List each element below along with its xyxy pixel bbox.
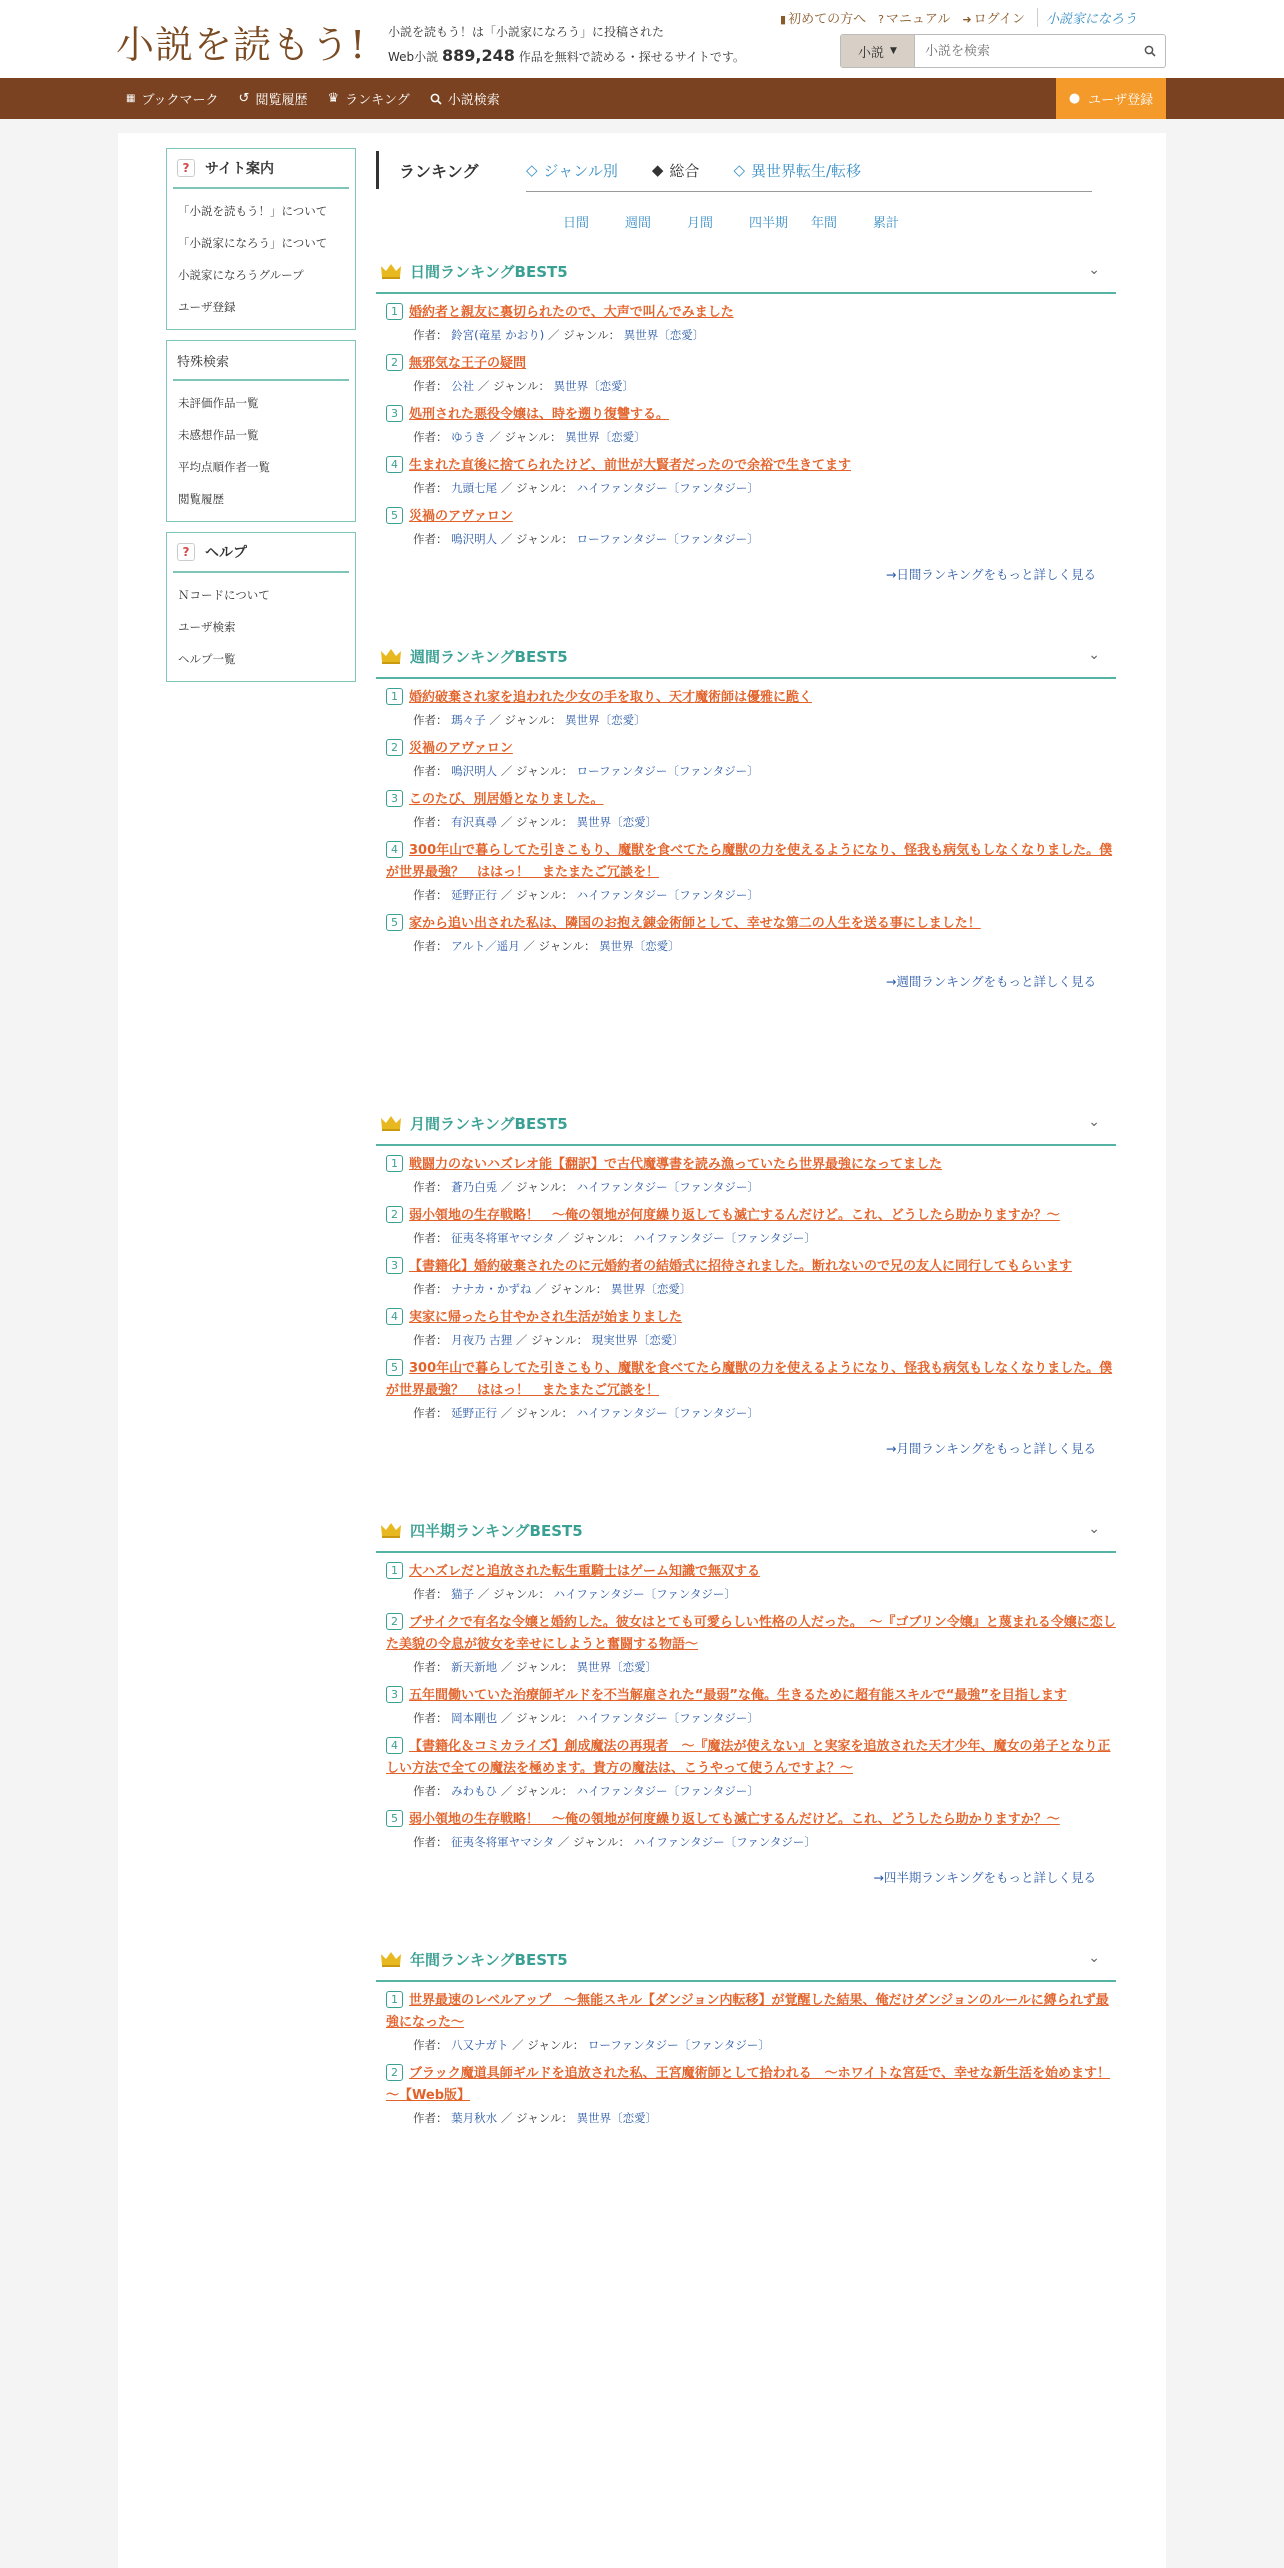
author-label: 作者： [413, 2111, 448, 2125]
rank-number: 3 [386, 405, 403, 422]
genre-link[interactable]: ハイファンタジー〔ファンタジー〕 [576, 481, 759, 495]
genre-link[interactable]: ローファンタジー〔ファンタジー〕 [587, 2038, 770, 2052]
novel-title-link[interactable]: このたび、別居婚となりました。 [409, 792, 604, 807]
rank-number: 3 [386, 790, 403, 807]
ranking-entry [376, 1553, 1116, 1604]
author-label: 作者： [413, 532, 448, 546]
genre-link[interactable]: 異世界〔恋愛〕 [565, 713, 646, 727]
author-link[interactable]: ゆうき [451, 430, 486, 444]
author-label: 作者： [413, 1660, 448, 1674]
author-link[interactable]: 岡本剛也 [451, 1711, 498, 1725]
genre-label: ／ ジャンル： [489, 713, 562, 727]
rank-number: 4 [386, 456, 403, 473]
sidebar-item-about-narou[interactable]: 「小説家になろう」について [178, 236, 328, 250]
novel-title-link[interactable]: 実家に帰ったら甘やかされ生活が始まりました [409, 1310, 683, 1325]
author-label: 作者： [413, 1231, 448, 1245]
author-link[interactable]: 蒼乃白兎 [451, 1180, 498, 1194]
entry-meta [386, 427, 1116, 447]
ranking-entry [376, 294, 1116, 345]
rank-number: 5 [386, 914, 403, 931]
rank-number: 1 [386, 303, 403, 320]
section-title: 日間ランキングBEST5 [410, 262, 568, 281]
author-link[interactable]: 征夷冬将軍ヤマシタ [451, 1835, 555, 1849]
entry-meta [386, 1584, 1116, 1604]
genre-link[interactable]: 異世界〔恋愛〕 [623, 328, 705, 342]
narou-logo[interactable]: 小説家になろう [1037, 8, 1137, 27]
count-suffix: 作品を無料で読める・探せるサイトです。 [518, 50, 745, 64]
genre-label: ／ ジャンル： [500, 815, 573, 829]
author-label: 作者： [413, 1406, 448, 1420]
ranking-section [376, 1102, 1116, 1457]
ranking-entry [376, 832, 1116, 905]
sidebar-item-average-authors[interactable]: 平均点順作者一覧 [178, 460, 270, 474]
sidebar-item-about-yomou[interactable]: 「小説を読もう！」について [178, 204, 328, 218]
author-link[interactable]: 鳴沢明人 [451, 764, 498, 778]
genre-link[interactable]: ハイファンタジー〔ファンタジー〕 [553, 1587, 736, 1601]
author-link[interactable]: 八又ナガト [451, 2038, 509, 2052]
author-label: 作者： [413, 1333, 448, 1347]
tab-genre[interactable]: ◇ ジャンル別 [526, 161, 618, 180]
novel-title-link[interactable]: 弱小領地の生存戦略！ ～俺の領地が何度繰り返しても滅亡するんだけど。これ、どうしたら助かりますか？～ [409, 1208, 1060, 1223]
author-label: 作者： [413, 481, 448, 495]
author-label: 作者： [413, 1784, 448, 1798]
ranking-sections [376, 250, 1116, 2128]
rank-number: 1 [386, 688, 403, 705]
sidebar-item-ncode[interactable]: Ｎコードについて [178, 588, 270, 602]
register-button[interactable]: ● ユーザ登録 [1056, 78, 1166, 119]
entry-meta [386, 1228, 1116, 1248]
site-guide-title: ? サイト案内 [173, 149, 349, 189]
genre-label: ／ ジャンル： [500, 481, 573, 495]
genre-label: ／ ジャンル： [547, 328, 621, 342]
ranking-entry [376, 730, 1116, 781]
site-tagline: 小説を読もう！は「小説家になろう」に投稿された [388, 25, 665, 39]
ranking-entry [376, 781, 1116, 832]
genre-link[interactable]: ハイファンタジー〔ファンタジー〕 [576, 1711, 759, 1725]
rank-number: 2 [386, 1206, 403, 1223]
novel-title-link[interactable]: 五年間働いていた治療師ギルドを不当解雇された“最弱”な俺。生きるために超有能スキルで“最強”を目指します [409, 1688, 1067, 1703]
novel-title-link[interactable]: 【書籍化＆コミカライズ】創成魔法の再現者 ～『魔法が使えない』と実家を追放された天才少年、魔女の弟子となり正しい方法で全ての魔法を極めます。貴方の魔法は、こうやって使うんですよ？～ [386, 1739, 1111, 1776]
entry-meta [386, 885, 1116, 905]
genre-label: ／ ジャンル： [500, 1660, 573, 1674]
genre-label: ／ ジャンル： [500, 1180, 573, 1194]
more-ranking-link[interactable]: →週間ランキングをもっと詳しく見る [885, 974, 1096, 989]
sidebar-item-unrated[interactable]: 未評価作品一覧 [178, 396, 259, 410]
ranking-entry [376, 1801, 1116, 1852]
author-link[interactable]: 征夷冬将軍ヤマシタ [451, 1231, 555, 1245]
genre-link[interactable]: 異世界〔恋愛〕 [599, 939, 680, 953]
author-label: 作者： [413, 1835, 448, 1849]
help-icon: ? [177, 543, 195, 561]
author-link[interactable]: 瑪々子 [451, 713, 486, 727]
chevron-down-icon[interactable]: ⌄ [1088, 1950, 1100, 1966]
period-cumulative[interactable]: 累計 [873, 215, 900, 231]
genre-label: ／ ジャンル： [535, 1282, 608, 1296]
chevron-down-icon[interactable]: ⌄ [1088, 262, 1100, 278]
entry-meta [386, 1832, 1116, 1852]
work-count-line [388, 46, 745, 65]
author-link[interactable]: 有沢真尋 [451, 815, 498, 829]
genre-link[interactable]: ローファンタジー〔ファンタジー〕 [576, 532, 759, 546]
author-link[interactable]: 公社 [451, 379, 475, 393]
crown-icon: ♛ [327, 91, 340, 106]
special-search-box [166, 340, 356, 522]
novel-title-link[interactable]: 家から追い出された私は、隣国のお抱え錬金術師として、幸せな第二の人生を送る事にしました！ [409, 916, 981, 931]
entry-meta [386, 2035, 1116, 2055]
author-label: 作者： [413, 1711, 448, 1725]
entry-meta [386, 710, 1116, 730]
ranking-entry [376, 1982, 1116, 2055]
rank-number: 5 [386, 1359, 403, 1376]
author-link[interactable]: 猫子 [451, 1587, 475, 1601]
site-header [0, 0, 1284, 78]
crown-icon [380, 1950, 402, 1968]
genre-link[interactable]: 異世界〔恋愛〕 [576, 815, 658, 829]
entry-meta [386, 812, 1116, 832]
beginners-link[interactable]: ▮ 初めての方へ [780, 12, 867, 27]
chevron-down-icon[interactable]: ⌄ [1088, 647, 1100, 663]
genre-label: ／ ジャンル： [500, 1784, 573, 1798]
author-label: 作者： [413, 2038, 448, 2052]
author-link[interactable]: 新天新地 [451, 1660, 498, 1674]
entry-meta [386, 478, 1116, 498]
nav-bookmark[interactable]: ▦ ブックマーク [126, 93, 219, 108]
chevron-down-icon[interactable]: ⌄ [1088, 1521, 1100, 1537]
ranking-entry [376, 447, 1116, 498]
ranking-entry [376, 396, 1116, 447]
genre-link[interactable]: ハイファンタジー〔ファンタジー〕 [576, 888, 759, 902]
genre-label: ／ ジャンル： [500, 2111, 573, 2125]
genre-label: ／ ジャンル： [523, 939, 596, 953]
genre-label: ／ ジャンル： [500, 764, 573, 778]
author-label: 作者： [413, 1282, 448, 1296]
ranking-entry [376, 1197, 1116, 1248]
user-icon: ● [1068, 91, 1081, 106]
entry-meta [386, 1330, 1116, 1350]
ranking-section [376, 1938, 1116, 2128]
section-header[interactable] [376, 635, 1116, 679]
genre-link[interactable]: 異世界〔恋愛〕 [553, 379, 635, 393]
author-link[interactable]: 延野正行 [451, 1406, 498, 1420]
section-title: 年間ランキングBEST5 [410, 1950, 568, 1969]
rank-number: 1 [386, 1991, 403, 2008]
search-icon [1144, 45, 1156, 57]
ranking-tabs [376, 148, 1116, 192]
novel-title-link[interactable]: ブサイクで有名な令嬢と婚約した。彼女はとても可愛らしい性格の人だった。 ～『ゴブリン令嬢』と蔑まれる令嬢に恋した美貌の令息が彼女を幸せにしようと奮闘する物語～ [386, 1615, 1116, 1652]
genre-label: ／ ジャンル： [500, 888, 573, 902]
section-header[interactable] [376, 1509, 1116, 1553]
author-label: 作者： [413, 430, 448, 444]
entry-meta [386, 1403, 1116, 1423]
login-icon: ➜ [962, 13, 972, 26]
section-title: 週間ランキングBEST5 [410, 647, 568, 666]
history-icon: ↺ [238, 91, 250, 106]
search-input[interactable] [915, 35, 1135, 67]
genre-link[interactable]: ハイファンタジー〔ファンタジー〕 [633, 1835, 816, 1849]
header-links [780, 8, 1137, 27]
author-label: 作者： [413, 713, 448, 727]
genre-label: ／ ジャンル： [477, 379, 550, 393]
genre-link[interactable]: ローファンタジー〔ファンタジー〕 [576, 764, 759, 778]
ranking-entry [376, 1677, 1116, 1728]
author-label: 作者： [413, 379, 448, 393]
period-quarterly[interactable]: 四半期 [749, 215, 789, 231]
help-title: ? ヘルプ [173, 533, 349, 573]
ranking-entry [376, 498, 1116, 549]
ranking-entry [376, 1728, 1116, 1801]
section-header[interactable] [376, 1102, 1116, 1146]
bookmark-icon: ▦ [126, 93, 136, 104]
page-title: ランキング [376, 151, 526, 189]
genre-label: ／ ジャンル： [477, 1587, 550, 1601]
rank-number: 1 [386, 1562, 403, 1579]
sidebar [166, 148, 356, 692]
entry-meta [386, 325, 1116, 345]
genre-label: ／ ジャンル： [512, 2038, 585, 2052]
period-weekly[interactable]: 週間 [625, 215, 652, 231]
genre-label: ／ ジャンル： [515, 1333, 589, 1347]
author-link[interactable]: 九頭七尾 [451, 481, 498, 495]
author-label: 作者： [413, 815, 448, 829]
more-ranking-link[interactable]: →日間ランキングをもっと詳しく見る [885, 567, 1096, 582]
content-wrapper [118, 133, 1166, 2568]
site-logo[interactable]: 小説を読もう! [116, 23, 367, 67]
site-guide-box [166, 148, 356, 330]
rank-number: 5 [386, 1810, 403, 1827]
ranking-entry [376, 1248, 1116, 1299]
section-header[interactable] [376, 1938, 1116, 1982]
novel-title-link[interactable]: 災禍のアヴァロン [409, 741, 513, 756]
nav-ranking[interactable]: ♛ ランキング [327, 91, 410, 108]
genre-label: ／ ジャンル： [557, 1835, 630, 1849]
author-link[interactable]: 延野正行 [451, 888, 498, 902]
ranking-entry [376, 1146, 1116, 1197]
section-header[interactable] [376, 250, 1116, 294]
more-ranking-link[interactable]: →四半期ランキングをもっと詳しく見る [873, 1870, 1096, 1885]
sidebar-item-register[interactable]: ユーザ登録 [178, 300, 236, 314]
chevron-down-icon: ▼ [890, 46, 897, 56]
crown-icon [380, 1114, 402, 1132]
entry-meta [386, 1177, 1116, 1197]
genre-label: ／ ジャンル： [500, 1406, 573, 1420]
crown-icon [380, 647, 402, 665]
sidebar-item-user-search[interactable]: ユーザ検索 [178, 620, 236, 634]
novel-title-link[interactable]: 世界最速のレベルアップ ～無能スキル【ダンジョン内転移】が覚醒した結果、俺だけダンジョンのルールに縛られず最強になった～ [386, 1993, 1109, 2030]
tab-overall[interactable]: ◆ 総合 [651, 161, 700, 180]
author-link[interactable]: 葉月秋水 [451, 2111, 498, 2125]
help-box [166, 532, 356, 682]
genre-link[interactable]: ハイファンタジー〔ファンタジー〕 [633, 1231, 816, 1245]
ranking-entry [376, 679, 1116, 730]
novel-title-link[interactable]: 無邪気な王子の疑問 [409, 356, 527, 371]
question-icon: ? [878, 13, 884, 26]
crown-icon [380, 1521, 402, 1539]
rank-number: 5 [386, 507, 403, 524]
genre-label: ／ ジャンル： [557, 1231, 630, 1245]
nav-history[interactable]: ↺ 閲覧履歴 [238, 91, 308, 108]
entry-meta [386, 1657, 1116, 1677]
author-label: 作者： [413, 764, 448, 778]
entry-meta [386, 376, 1116, 396]
tab-divider [526, 191, 1092, 192]
entry-meta [386, 1708, 1116, 1728]
search-icon [430, 93, 442, 105]
special-search-title: 特殊検索 [173, 341, 349, 381]
ranking-entry [376, 1350, 1116, 1423]
novel-title-link[interactable]: 300年山で暮らしてた引きこもり、魔獣を食べてたら魔獣の力を使えるようになり、怪我も病気もしなくなりました。僕が世界最強？ ははっ！ またまたご冗談を！ [386, 843, 1113, 880]
entry-meta [386, 936, 1116, 956]
novel-title-link[interactable]: 婚約破棄され家を追われた少女の手を取り、天才魔術師は優雅に跪く [409, 690, 813, 705]
author-link[interactable]: ナナカ・かずね [451, 1282, 532, 1296]
author-label: 作者： [413, 328, 448, 342]
author-label: 作者： [413, 888, 448, 902]
genre-link[interactable]: ハイファンタジー〔ファンタジー〕 [576, 1406, 759, 1420]
novel-title-link[interactable]: 300年山で暮らしてた引きこもり、魔獣を食べてたら魔獣の力を使えるようになり、怪我も病気もしなくなりました。僕が世界最強？ ははっ！ またまたご冗談を！ [386, 1361, 1113, 1398]
rank-number: 3 [386, 1257, 403, 1274]
author-link[interactable]: 月夜乃 古狸 [451, 1333, 513, 1347]
ranking-section [376, 250, 1116, 583]
period-yearly[interactable]: 年間 [811, 215, 838, 231]
sidebar-item-group[interactable]: 小説家になろうグループ [178, 268, 304, 282]
section-title: 月間ランキングBEST5 [410, 1114, 568, 1133]
rank-number: 4 [386, 1737, 403, 1754]
novel-title-link[interactable]: 婚約者と親友に裏切られたので、大声で叫んでみました [409, 305, 734, 320]
crown-icon [380, 262, 402, 280]
genre-link[interactable]: 異世界〔恋愛〕 [576, 1660, 658, 1674]
ranking-entry [376, 345, 1116, 396]
login-link[interactable]: ➜ ログイン [962, 12, 1025, 27]
rank-number: 4 [386, 841, 403, 858]
work-count: 889,248 [442, 46, 515, 65]
novel-title-link[interactable]: 弱小領地の生存戦略！ ～俺の領地が何度繰り返しても滅亡するんだけど。これ、どうしたら助かりますか？～ [409, 1812, 1060, 1827]
help-icon: ? [177, 159, 195, 177]
sidebar-item-no-review[interactable]: 未感想作品一覧 [178, 428, 259, 442]
author-label: 作者： [413, 1587, 448, 1601]
search-type-select[interactable]: 小説 ▼ [841, 35, 915, 67]
ranking-entry [376, 905, 1116, 956]
search-bar [840, 34, 1166, 68]
genre-label: ／ ジャンル： [489, 430, 562, 444]
novel-title-link[interactable]: 生まれた直後に捨てられたけど、前世が大賢者だったので余裕で生きてます [409, 458, 852, 473]
author-link[interactable]: みわもひ [451, 1784, 498, 1798]
section-title: 四半期ランキングBEST5 [410, 1521, 583, 1540]
period-tabs [376, 192, 1116, 250]
author-link[interactable]: 鳴沢明人 [451, 532, 498, 546]
nav-search[interactable]: 小説検索 [420, 78, 510, 119]
author-link[interactable]: アルト／遥月 [451, 939, 520, 953]
rank-number: 2 [386, 354, 403, 371]
period-daily[interactable]: 日間 [563, 215, 590, 231]
search-button[interactable] [1135, 35, 1165, 67]
novel-title-link[interactable]: 災禍のアヴァロン [409, 509, 513, 524]
main-content [376, 148, 1116, 2128]
entry-meta [386, 1279, 1116, 1299]
tab-isekai[interactable]: ◇ 異世界転生/転移 [733, 161, 862, 180]
entry-meta [386, 2108, 1116, 2128]
main-nav [0, 78, 1284, 119]
genre-link[interactable]: 異世界〔恋愛〕 [610, 1282, 692, 1296]
genre-link[interactable]: 異世界〔恋愛〕 [565, 430, 646, 444]
entry-meta [386, 1781, 1116, 1801]
genre-link[interactable]: ハイファンタジー〔ファンタジー〕 [576, 1784, 759, 1798]
rank-number: 2 [386, 739, 403, 756]
genre-label: ／ ジャンル： [500, 532, 573, 546]
entry-meta [386, 529, 1116, 549]
rank-number: 4 [386, 1308, 403, 1325]
book-icon: ▮ [780, 13, 787, 26]
ranking-entry [376, 2055, 1116, 2128]
sidebar-item-history[interactable]: 閲覧履歴 [178, 492, 224, 506]
genre-link[interactable]: 現実世界〔恋愛〕 [591, 1333, 684, 1347]
ranking-entry [376, 1604, 1116, 1677]
novel-title-link[interactable]: 【書籍化】婚約破棄されたのに元婚約者の結婚式に招待されました。断れないので兄の友人に同行してもらいます [409, 1259, 1073, 1274]
novel-title-link[interactable]: 大ハズレだと追放された転生重騎士はゲーム知識で無双する [409, 1564, 761, 1579]
novel-title-link[interactable]: 処刑された悪役令嬢は、時を遡り復讐する。 [409, 407, 670, 422]
novel-title-link[interactable]: ブラック魔道具師ギルドを追放された私、王宮魔術師として拾われる ～ホワイトな宮廷で、幸せな新生活を始めます！～【Web版】 [386, 2066, 1110, 2103]
count-prefix: Web小説 [388, 50, 439, 64]
ranking-section [376, 635, 1116, 990]
rank-number: 2 [386, 1613, 403, 1630]
rank-number: 1 [386, 1155, 403, 1172]
ranking-section [376, 1509, 1116, 1886]
entry-meta [386, 761, 1116, 781]
period-monthly[interactable]: 月間 [687, 215, 714, 231]
genre-label: ／ ジャンル： [500, 1711, 573, 1725]
ranking-entry [376, 1299, 1116, 1350]
more-ranking-link[interactable]: →月間ランキングをもっと詳しく見る [885, 1441, 1096, 1456]
author-link[interactable]: 鈴宮(竜星 かおり) [451, 328, 545, 342]
manual-link[interactable]: ? マニュアル [878, 12, 951, 27]
author-label: 作者： [413, 1180, 448, 1194]
rank-number: 2 [386, 2064, 403, 2081]
novel-title-link[interactable]: 戦闘力のないハズレオ能【翻訳】で古代魔導書を読み漁っていたら世界最強になってました [409, 1157, 943, 1172]
chevron-down-icon[interactable]: ⌄ [1088, 1114, 1100, 1130]
sidebar-item-help-list[interactable]: ヘルプ一覧 [178, 652, 236, 666]
author-label: 作者： [413, 939, 448, 953]
genre-link[interactable]: 異世界〔恋愛〕 [576, 2111, 658, 2125]
rank-number: 3 [386, 1686, 403, 1703]
genre-link[interactable]: ハイファンタジー〔ファンタジー〕 [576, 1180, 759, 1194]
